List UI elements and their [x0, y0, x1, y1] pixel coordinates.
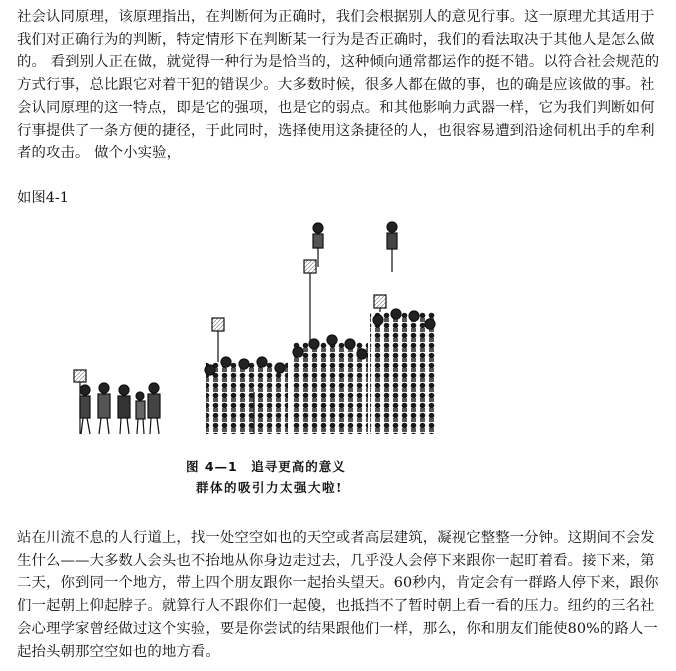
figure-reference: 如图4-1: [17, 190, 69, 206]
figure-caption-title: 图 4—1 追寻更高的意义: [186, 459, 346, 474]
body-paragraph-2: 站在川流不息的人行道上，找一处空空如也的天空或者高层建筑，凝视它整整一分钟。这期间不会发生什么——大多数人会头也不抬地从你身边走过去，几乎没人会停下来跟你一起盯着看。接下来，第二天，你到同一个地方，带上四个朋友跟你一起抬头望天。60秒内，肯定会有一群路人停下来，跟你们一起朝上仰起脖子。就算行人不跟你们一起傻，也抵挡不了暂时朝上看一看的压力。纽约的三名社会心理学家曾经做过这个实验，要是你尝试的结果跟他们一样，那么，你和朋友们能使80%的路人一起抬头朝那空空如也的地方看。: [17, 530, 659, 660]
crowd-group-3: [292, 223, 368, 434]
body-paragraph-1: 社会认同原理，该原理指出，在判断何为正确时，我们会根据别人的意见行事。这一原理尤其适用于我们对正确行为的判断，特定情形下在判断某一行为是否正确时，我们的看法取决于其他人是怎么做的。 看到别人正在做，就觉得一种行为是恰当的，这种倾向通常都运作的挺不错。以符合社会规范的方式行事，总比跟它对着干犯的错误少。大多数时候，很多人都在做的事，也的确是应该做的事。社会认同原理的这一特点，即是它的强项，也是它的弱点。和其他影响力武器一样，它为我们判断如何行事提供了一条方便的捷径，于此同时，选择使用这条捷径的人，也很容易遭到沿途伺机出手的牟利者的攻击。 做个小实验，: [17, 9, 660, 162]
crowd-group-2: [205, 318, 288, 434]
crowd-group-1: [74, 370, 160, 434]
figure-caption-subtitle: 群体的吸引力太强大啦!: [196, 480, 343, 495]
crowd-group-4: [370, 222, 436, 434]
